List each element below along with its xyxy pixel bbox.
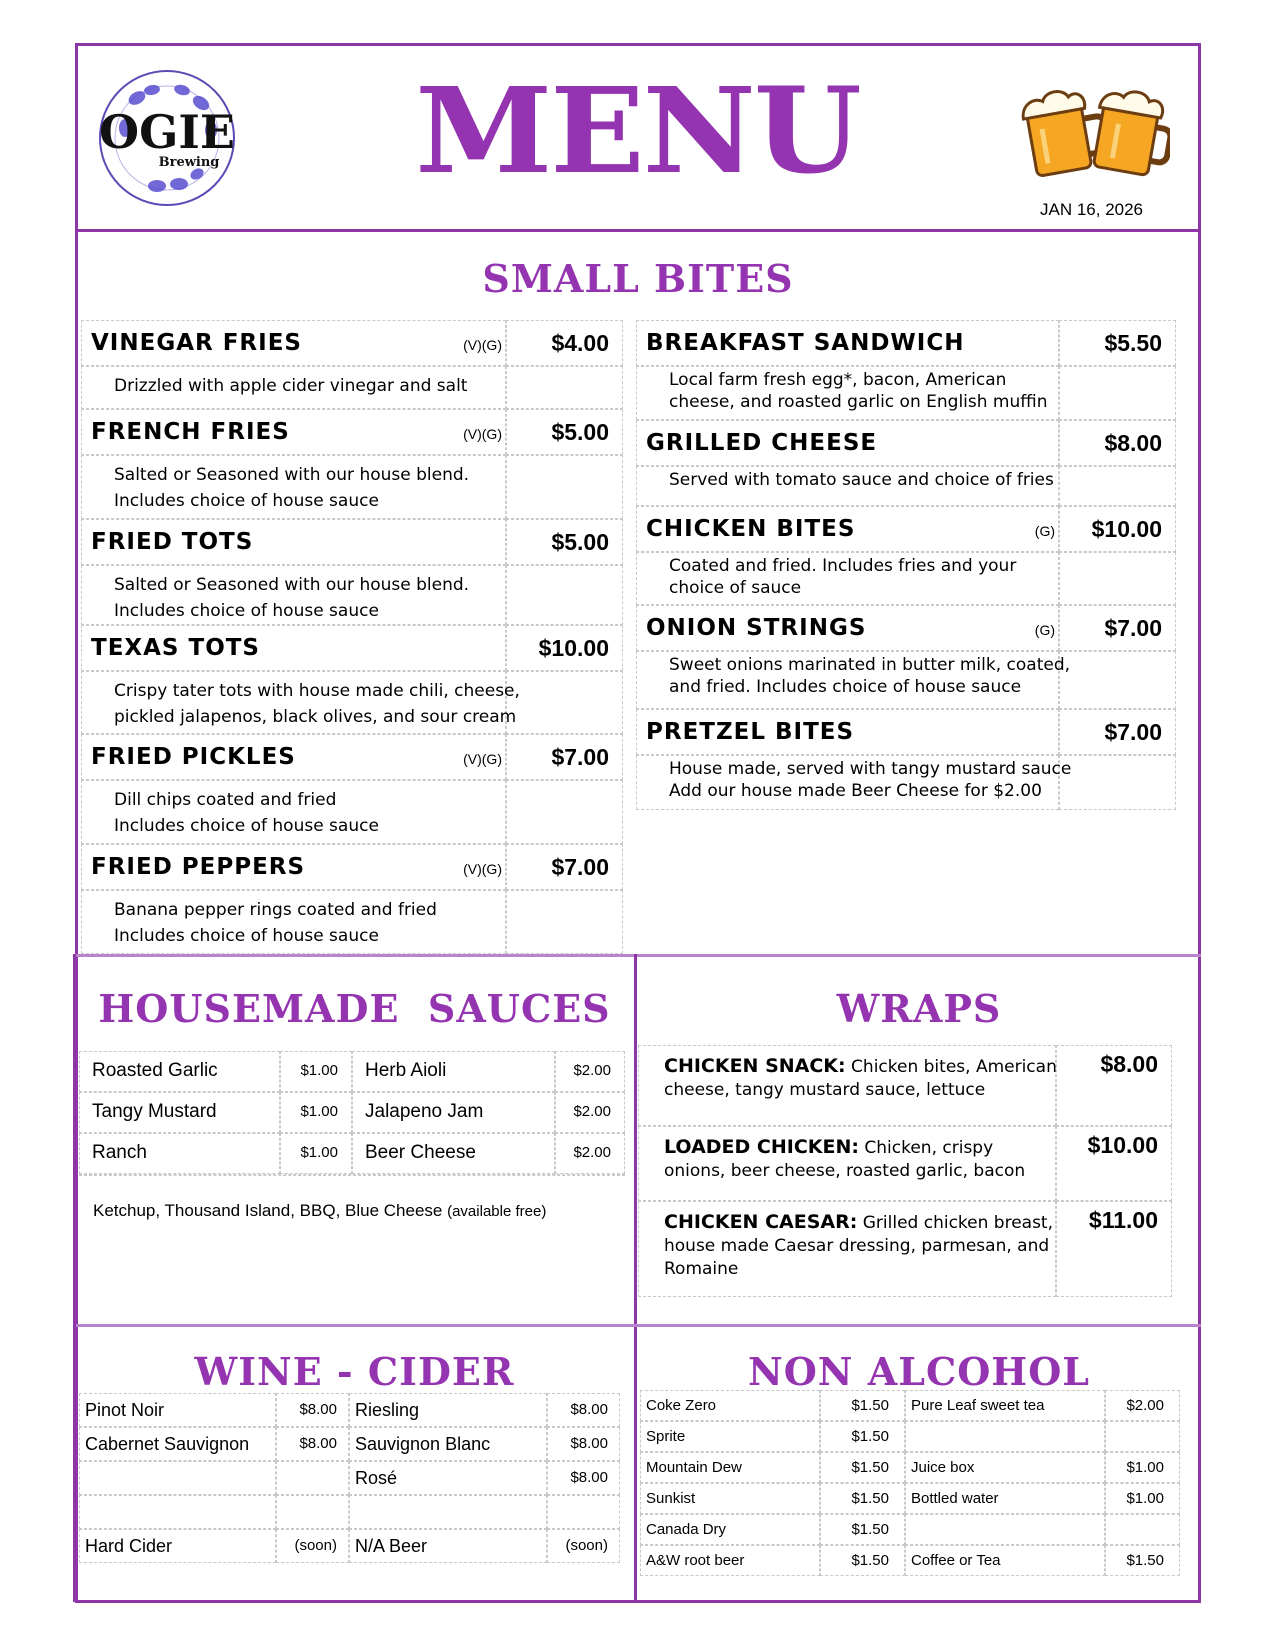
sauces-title: HOUSEMADE SAUCES	[98, 986, 611, 1031]
menu-item-diet-tag: (V)(G)	[463, 426, 502, 442]
item-name: Cabernet Sauvignon	[85, 1434, 250, 1454]
menu-item-name: FRENCH FRIES	[91, 419, 290, 445]
item-name: Riesling	[355, 1400, 420, 1420]
menu-item-price: $5.00	[551, 419, 609, 445]
wrap-item-price: $11.00	[1088, 1207, 1158, 1233]
left-side-accent	[73, 954, 76, 1602]
menu-item-price: $7.00	[1104, 719, 1162, 745]
menu-item-diet-tag: (G)	[1034, 523, 1055, 539]
menu-item-description: pickled jalapenos, black olives, and sour cream	[114, 707, 517, 727]
logo-sub-text: Brewing	[158, 155, 220, 170]
menu-item-name: BREAKFAST SANDWICH	[646, 330, 965, 356]
item-desc-price-cell	[1059, 466, 1176, 506]
item-name: Hard Cider	[85, 1536, 173, 1556]
menu-item-price: $4.00	[551, 330, 609, 356]
item-name: Rosé	[355, 1468, 398, 1488]
logo-main-text: OGIE	[99, 105, 235, 159]
item-price: $8.00	[570, 1401, 608, 1418]
item-price: $1.50	[851, 1459, 889, 1476]
menu-item-diet-tag: (V)(G)	[463, 861, 502, 877]
menu-item-price: $10.00	[1091, 516, 1162, 542]
item-name: Coke Zero	[646, 1397, 717, 1414]
item-name: Sunkist	[646, 1490, 696, 1507]
item-name: Sauvignon Blanc	[355, 1434, 491, 1454]
menu-item-diet-tag: (V)(G)	[463, 751, 502, 767]
item-price: $1.00	[300, 1144, 338, 1161]
free-sauces-note: (available free)	[447, 1203, 547, 1220]
wrap-item-description: Chicken, crispy onions, beer cheese, roasted garlic, bacon	[664, 1138, 1026, 1181]
wrap-item-price: $8.00	[1100, 1051, 1158, 1077]
item-price: $1.00	[300, 1062, 338, 1079]
menu-item-description: Crispy tater tots with house made chili, cheese,	[114, 681, 520, 701]
wrap-item	[664, 1136, 1059, 1183]
item-desc-price-cell	[1059, 651, 1176, 709]
menu-item-description: Includes choice of house sauce	[114, 491, 379, 511]
item-price: $1.50	[1126, 1552, 1164, 1569]
item-price: $1.00	[1126, 1459, 1164, 1476]
item-price: $8.00	[570, 1469, 608, 1486]
table-cell	[79, 1461, 276, 1495]
menu-item-description: choice of sauce	[669, 578, 802, 598]
item-name: Coffee or Tea	[911, 1552, 1001, 1569]
menu-item-description: Local farm fresh egg*, bacon, American	[669, 370, 1007, 390]
menu-item-name: TEXAS TOTS	[91, 635, 261, 661]
menu-item-name: CHICKEN BITES	[646, 516, 856, 542]
wrap-item	[664, 1055, 1059, 1102]
table-cell	[547, 1495, 620, 1529]
table-cell	[276, 1495, 349, 1529]
item-name: Jalapeno Jam	[365, 1101, 484, 1122]
menu-item-description: Dill chips coated and fried	[114, 790, 337, 810]
table-cell	[905, 1421, 1105, 1452]
mid-divider	[75, 954, 1201, 957]
item-name: N/A Beer	[355, 1536, 428, 1556]
beer-mugs-icon	[1020, 70, 1170, 180]
menu-item-description: House made, served with tangy mustard sauce	[669, 759, 1072, 779]
wrap-item-description: Grilled chicken breast, house made Caesar dressing, parmesan, and Romaine	[664, 1213, 1053, 1279]
menu-item-price: $8.00	[1104, 430, 1162, 456]
item-desc-price-cell	[506, 565, 623, 625]
item-price: $1.50	[851, 1552, 889, 1569]
item-price: $2.00	[573, 1103, 611, 1120]
table-cell	[1105, 1514, 1180, 1545]
free-sauces	[93, 1201, 546, 1221]
item-name: Pure Leaf sweet tea	[911, 1397, 1045, 1414]
item-desc-price-cell	[506, 780, 623, 844]
menu-item-description: Banana pepper rings coated and fried	[114, 900, 437, 920]
item-price: $1.00	[300, 1103, 338, 1120]
menu-item-description: and fried. Includes choice of house sauce	[669, 677, 1022, 697]
table-cell	[79, 1495, 276, 1529]
wine-cider-title: WINE - CIDER	[194, 1349, 515, 1394]
item-name: A&W root beer	[646, 1552, 745, 1569]
item-price: (soon)	[565, 1537, 608, 1554]
menu-item-price: $7.00	[1104, 615, 1162, 641]
wrap-item-description: Chicken bites, American cheese, tangy mustard sauce, lettuce	[664, 1057, 1057, 1100]
table-cell	[276, 1461, 349, 1495]
menu-item-description: Salted or Seasoned with our house blend.	[114, 465, 470, 485]
menu-item-description: Includes choice of house sauce	[114, 926, 379, 946]
item-price: $1.50	[851, 1490, 889, 1507]
menu-item-description: Add our house made Beer Cheese for $2.00	[669, 781, 1042, 801]
item-name: Sprite	[646, 1428, 686, 1445]
header-divider	[75, 229, 1201, 232]
item-name: Mountain Dew	[646, 1459, 742, 1476]
item-price: $8.00	[570, 1435, 608, 1452]
menu-item-price: $7.00	[551, 744, 609, 770]
table-cell	[1105, 1421, 1180, 1452]
menu-item-description: Coated and fried. Includes fries and your	[669, 556, 1017, 576]
menu-item-name: FRIED PEPPERS	[91, 854, 306, 880]
non-alcohol-title: NON ALCOHOL	[747, 1349, 1091, 1394]
item-name: Ranch	[92, 1142, 147, 1163]
item-desc-price-cell	[506, 671, 623, 734]
item-price: $2.00	[573, 1062, 611, 1079]
wrap-item-name: CHICKEN CAESAR:	[664, 1211, 858, 1233]
item-name: Canada Dry	[646, 1521, 727, 1538]
item-price: $8.00	[299, 1401, 337, 1418]
item-price: $1.50	[851, 1397, 889, 1414]
item-name: Roasted Garlic	[92, 1060, 218, 1081]
small-bites-title: SMALL BITES	[482, 256, 794, 301]
table-cell	[905, 1514, 1105, 1545]
item-name: Juice box	[911, 1459, 975, 1476]
item-name: Herb Aioli	[365, 1060, 447, 1081]
item-desc-price-cell	[506, 890, 623, 954]
item-price: $8.00	[299, 1435, 337, 1452]
page-title: MENU	[415, 61, 860, 200]
item-name: Beer Cheese	[365, 1142, 476, 1163]
menu-item-price: $5.00	[551, 529, 609, 555]
menu-item-description: Includes choice of house sauce	[114, 816, 379, 836]
menu-item-description: Drizzled with apple cider vinegar and salt	[114, 376, 468, 396]
menu-item-name: VINEGAR FRIES	[91, 330, 302, 356]
mid-vertical-divider	[634, 954, 637, 1602]
item-name: Tangy Mustard	[92, 1101, 217, 1122]
item-price: $1.00	[1126, 1490, 1164, 1507]
menu-item-diet-tag: (G)	[1034, 622, 1055, 638]
item-price: $1.50	[851, 1521, 889, 1538]
wrap-item-name: LOADED CHICKEN:	[664, 1136, 859, 1158]
item-desc-price-cell	[506, 366, 623, 409]
menu-item-diet-tag: (V)(G)	[463, 337, 502, 353]
menu-item-name: ONION STRINGS	[646, 615, 867, 641]
wrap-item-name: CHICKEN SNACK:	[664, 1055, 846, 1077]
item-price: $2.00	[573, 1144, 611, 1161]
free-sauces-list: Ketchup, Thousand Island, BBQ, Blue Cheese	[93, 1201, 443, 1220]
menu-date: JAN 16, 2026	[1040, 200, 1144, 219]
item-price: $1.50	[851, 1428, 889, 1445]
sauce-table-bottom	[79, 1174, 625, 1176]
item-desc-price-cell	[506, 455, 623, 519]
item-desc-price-cell	[1059, 366, 1176, 420]
menu-item-name: FRIED TOTS	[91, 529, 254, 555]
menu-item-name: GRILLED CHEESE	[646, 430, 878, 456]
wrap-item-price: $10.00	[1087, 1132, 1158, 1158]
menu-item-description: Sweet onions marinated in butter milk, coated,	[669, 655, 1071, 675]
menu-item-name: PRETZEL BITES	[646, 719, 855, 745]
lower-divider	[75, 1324, 1201, 1327]
item-desc-price-cell	[1059, 755, 1176, 810]
item-name: Bottled water	[911, 1490, 999, 1507]
wraps-title: WRAPS	[836, 986, 1002, 1031]
item-name: Pinot Noir	[85, 1400, 165, 1420]
item-price: $2.00	[1126, 1397, 1164, 1414]
menu-item-description: Includes choice of house sauce	[114, 601, 379, 621]
menu-item-price: $10.00	[538, 635, 609, 661]
menu-item-price: $7.00	[551, 854, 609, 880]
menu-item-description: Served with tomato sauce and choice of fries	[669, 470, 1054, 490]
item-desc-price-cell	[1059, 552, 1176, 605]
menu-item-price: $5.50	[1104, 330, 1162, 356]
item-price: (soon)	[294, 1537, 337, 1554]
menu-item-description: Salted or Seasoned with our house blend.	[114, 575, 470, 595]
table-cell	[349, 1495, 547, 1529]
wrap-item	[664, 1211, 1059, 1281]
menu-item-description: cheese, and roasted garlic on English muffin	[669, 392, 1048, 412]
menu-item-name: FRIED PICKLES	[91, 744, 296, 770]
